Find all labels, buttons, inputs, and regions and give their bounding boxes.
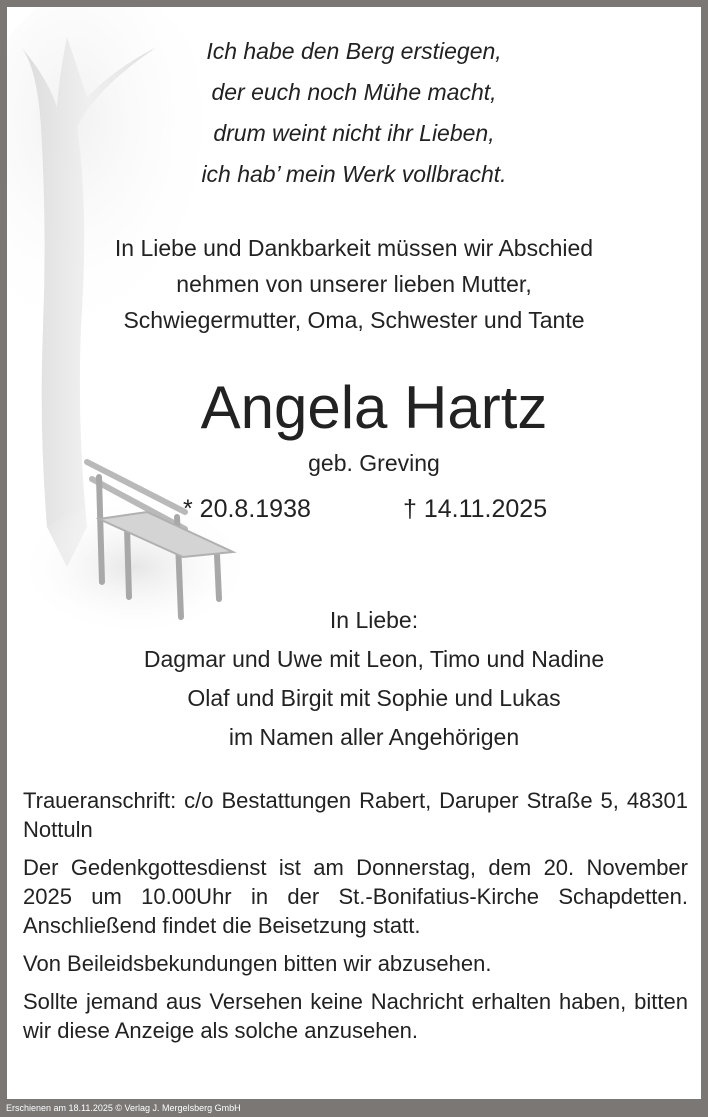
survivors	[7, 601, 701, 757]
poem	[7, 31, 701, 195]
intro-text	[7, 230, 701, 338]
service-info: Der Gedenkgottesdienst ist am Donnerstag, dem 20. November 2025 um 10.00Uhr in der St.-Bonifatius-Kirche Schapdetten. Anschließend findet die Beisetzung statt.	[23, 855, 688, 938]
poem-line: der euch noch Mühe macht,	[211, 79, 497, 105]
condolence-note: Von Beileidsbekundungen bitten wir abzusehen.	[23, 951, 492, 976]
intro-line: In Liebe und Dankbarkeit müssen wir Abschied	[114, 235, 594, 261]
survivors-line: Olaf und Birgit mit Sophie und Lukas	[187, 685, 561, 711]
death-date: † 14.11.2025	[403, 495, 548, 523]
intro-line: Schwiegermutter, Oma, Schwester und Tante	[123, 307, 585, 333]
notes	[23, 786, 688, 1054]
poem-line: drum weint nicht ihr Lieben,	[213, 120, 495, 146]
birth-date: * 20.8.1938	[183, 495, 311, 523]
intro-line: nehmen von unserer lieben Mutter,	[176, 271, 532, 297]
survivors-line: In Liebe:	[329, 607, 419, 633]
deceased-name: Angela Hartz	[200, 374, 548, 441]
maiden-name: geb. Greving	[308, 450, 440, 476]
poem-line: ich hab’ mein Werk vollbracht.	[201, 161, 507, 187]
poem-line: Ich habe den Berg erstiegen,	[206, 38, 502, 64]
survivors-line: im Namen aller Angehörigen	[228, 724, 520, 750]
mourning-address: Traueranschrift: c/o Bestattungen Rabert, Daruper Straße 5, 48301 Nottuln	[23, 788, 688, 842]
obituary-card	[7, 7, 701, 1099]
notification-note: Sollte jemand aus Versehen keine Nachricht erhalten haben, bitten wir diese Anzeige als solche anzusehen.	[23, 989, 688, 1043]
publication-footer: Erschienen am 18.11.2025 © Verlag J. Mergelsberg GmbH	[6, 1103, 241, 1113]
survivors-line: Dagmar und Uwe mit Leon, Timo und Nadine	[143, 646, 605, 672]
